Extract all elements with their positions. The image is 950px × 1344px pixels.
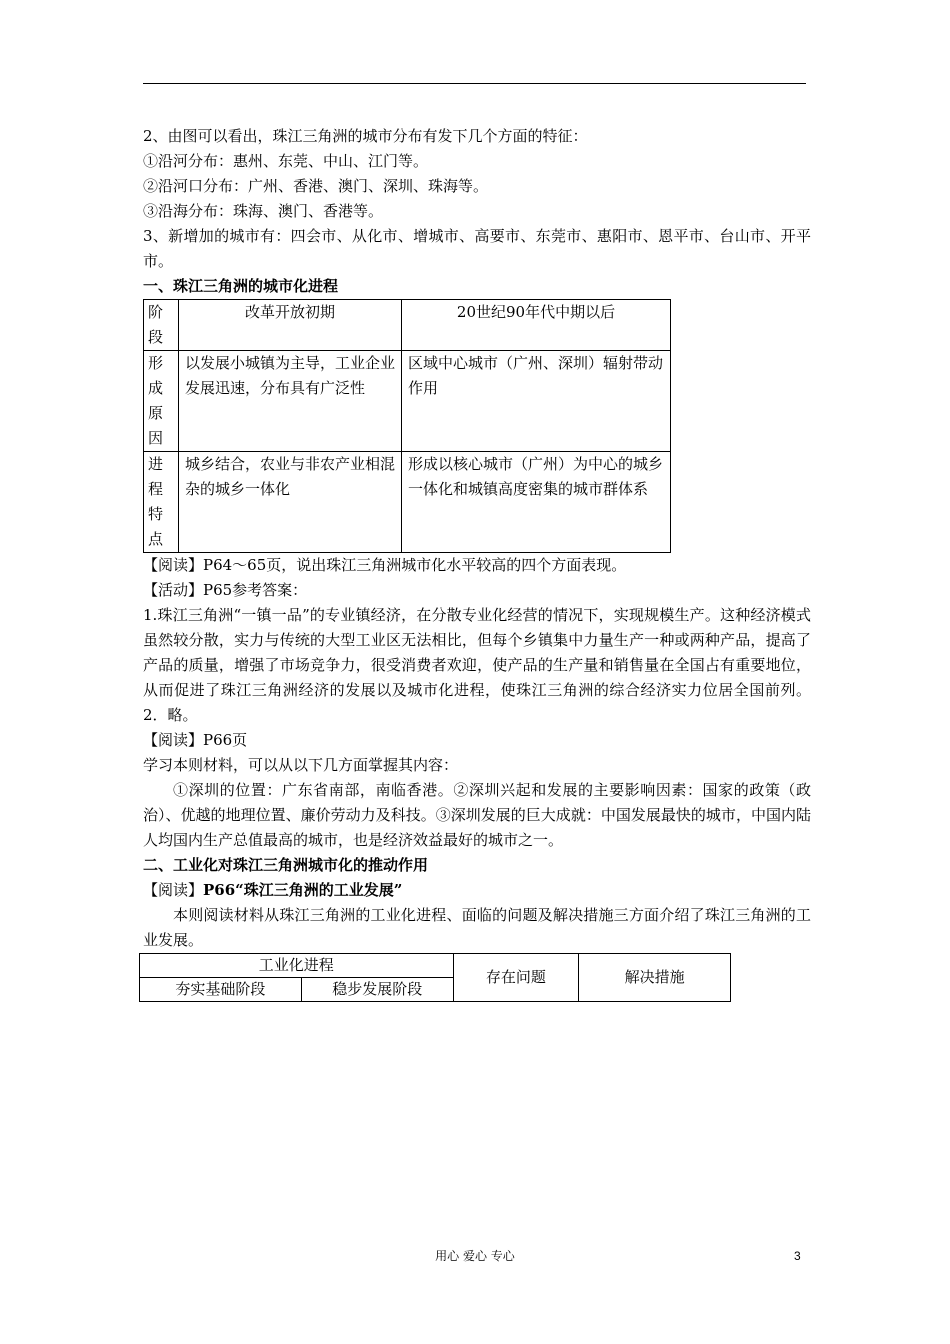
- table-cell: 夯实基础阶段: [140, 978, 302, 1002]
- header-rule: [143, 83, 806, 84]
- section-title: 二、工业化对珠江三角洲城市化的推动作用: [143, 856, 429, 874]
- study-intro: 学习本则材料，可以从以下几方面掌握其内容：: [143, 756, 459, 774]
- reading-prefix: 【阅读】: [143, 881, 204, 899]
- table-cell: 稳步发展阶段: [301, 978, 453, 1002]
- table-header-cell: 解决措施: [579, 954, 731, 1002]
- text-line: ③沿海分布：珠海、澳门、香港等。: [143, 202, 384, 220]
- text-line: ②沿河口分布：广州、香港、澳门、深圳、珠海等。: [143, 177, 489, 195]
- table-cell: 城乡结合，农业与非农产业相混杂的城乡一体化: [179, 452, 402, 553]
- section-title: 一、珠江三角洲的城市化进程: [143, 277, 339, 295]
- activity-note: 【活动】P65参考答案：: [143, 581, 308, 599]
- reading-description: 本则阅读材料从珠江三角洲的工业化进程、面临的问题及解决措施三方面介绍了珠江三角洲的工业发展。: [143, 906, 811, 949]
- study-detail: ①深圳的位置：广东省南部，南临香港。②深圳兴起和发展的主要影响因素：国家的政策（政治）、优越的地理位置、廉价劳动力及科技。③深圳发展的巨大成就：中国发展最快的城市，中国内陆人均国内生产总值最高的城市，也是经济效益最好的城市之一。: [143, 781, 811, 849]
- table-header-cell: 阶段: [144, 300, 179, 351]
- page-number: 3: [794, 1249, 801, 1263]
- activity-answer: 1.珠江三角洲“一镇一品”的专业镇经济，在分散专业化经营的情况下，实现规模生产。这种经济模式虽然较分散，实力与传统的大型工业区无法相比，但每个乡镇集中力量生产一种或两种产品，提高了产品的质量，增强了市场竞争力，很受消费者欢迎，使产品的生产量和销售量在全国占有重要地位，从而促进了珠江三角洲经济的发展以及城市化进程，使珠江三角洲的综合经济实力位居全国前列。2．略。: [143, 606, 811, 724]
- reading-title: P66“珠江三角洲的工业发展”: [203, 881, 403, 899]
- table-row: [144, 351, 671, 452]
- table-cell: 形成以核心城市（广州）为中心的城乡一体化和城镇高度密集的城市群体系: [402, 452, 671, 553]
- new-cities-paragraph: 3、新增加的城市有：四会市、从化市、增城市、高要市、东莞市、惠阳市、恩平市、台山市、开平市。: [143, 227, 811, 270]
- page-content: [143, 124, 811, 1002]
- reading-note: 【阅读】P66页: [143, 731, 248, 749]
- table-header-cell: 存在问题: [453, 954, 579, 1002]
- urbanization-table: [143, 299, 671, 553]
- reading-note: 【阅读】P64～65页，说出珠江三角洲城市化水平较高的四个方面表现。: [143, 556, 627, 574]
- table-cell: 以发展小城镇为主导，工业企业发展迅速，分布具有广泛性: [179, 351, 402, 452]
- industrialization-table: [139, 953, 731, 1002]
- page-footer: 用心 爱心 专心: [435, 1249, 515, 1263]
- row-label: 形成原因: [144, 351, 179, 452]
- text-line: ①沿河分布：惠州、东莞、中山、江门等。: [143, 152, 429, 170]
- row-label: 进程特点: [144, 452, 179, 553]
- table-row: [144, 452, 671, 553]
- table-header-cell: 工业化进程: [140, 954, 454, 978]
- table-row: [140, 954, 731, 978]
- text-line: 2、由图可以看出，珠江三角洲的城市分布有发下几个方面的特征：: [143, 127, 588, 145]
- table-header-cell: 改革开放初期: [179, 300, 402, 351]
- table-header-cell: 20世纪90年代中期以后: [402, 300, 671, 351]
- table-header-row: [144, 300, 671, 351]
- table-cell: 区域中心城市（广州、深圳）辐射带动作用: [402, 351, 671, 452]
- reading-note: [143, 878, 811, 903]
